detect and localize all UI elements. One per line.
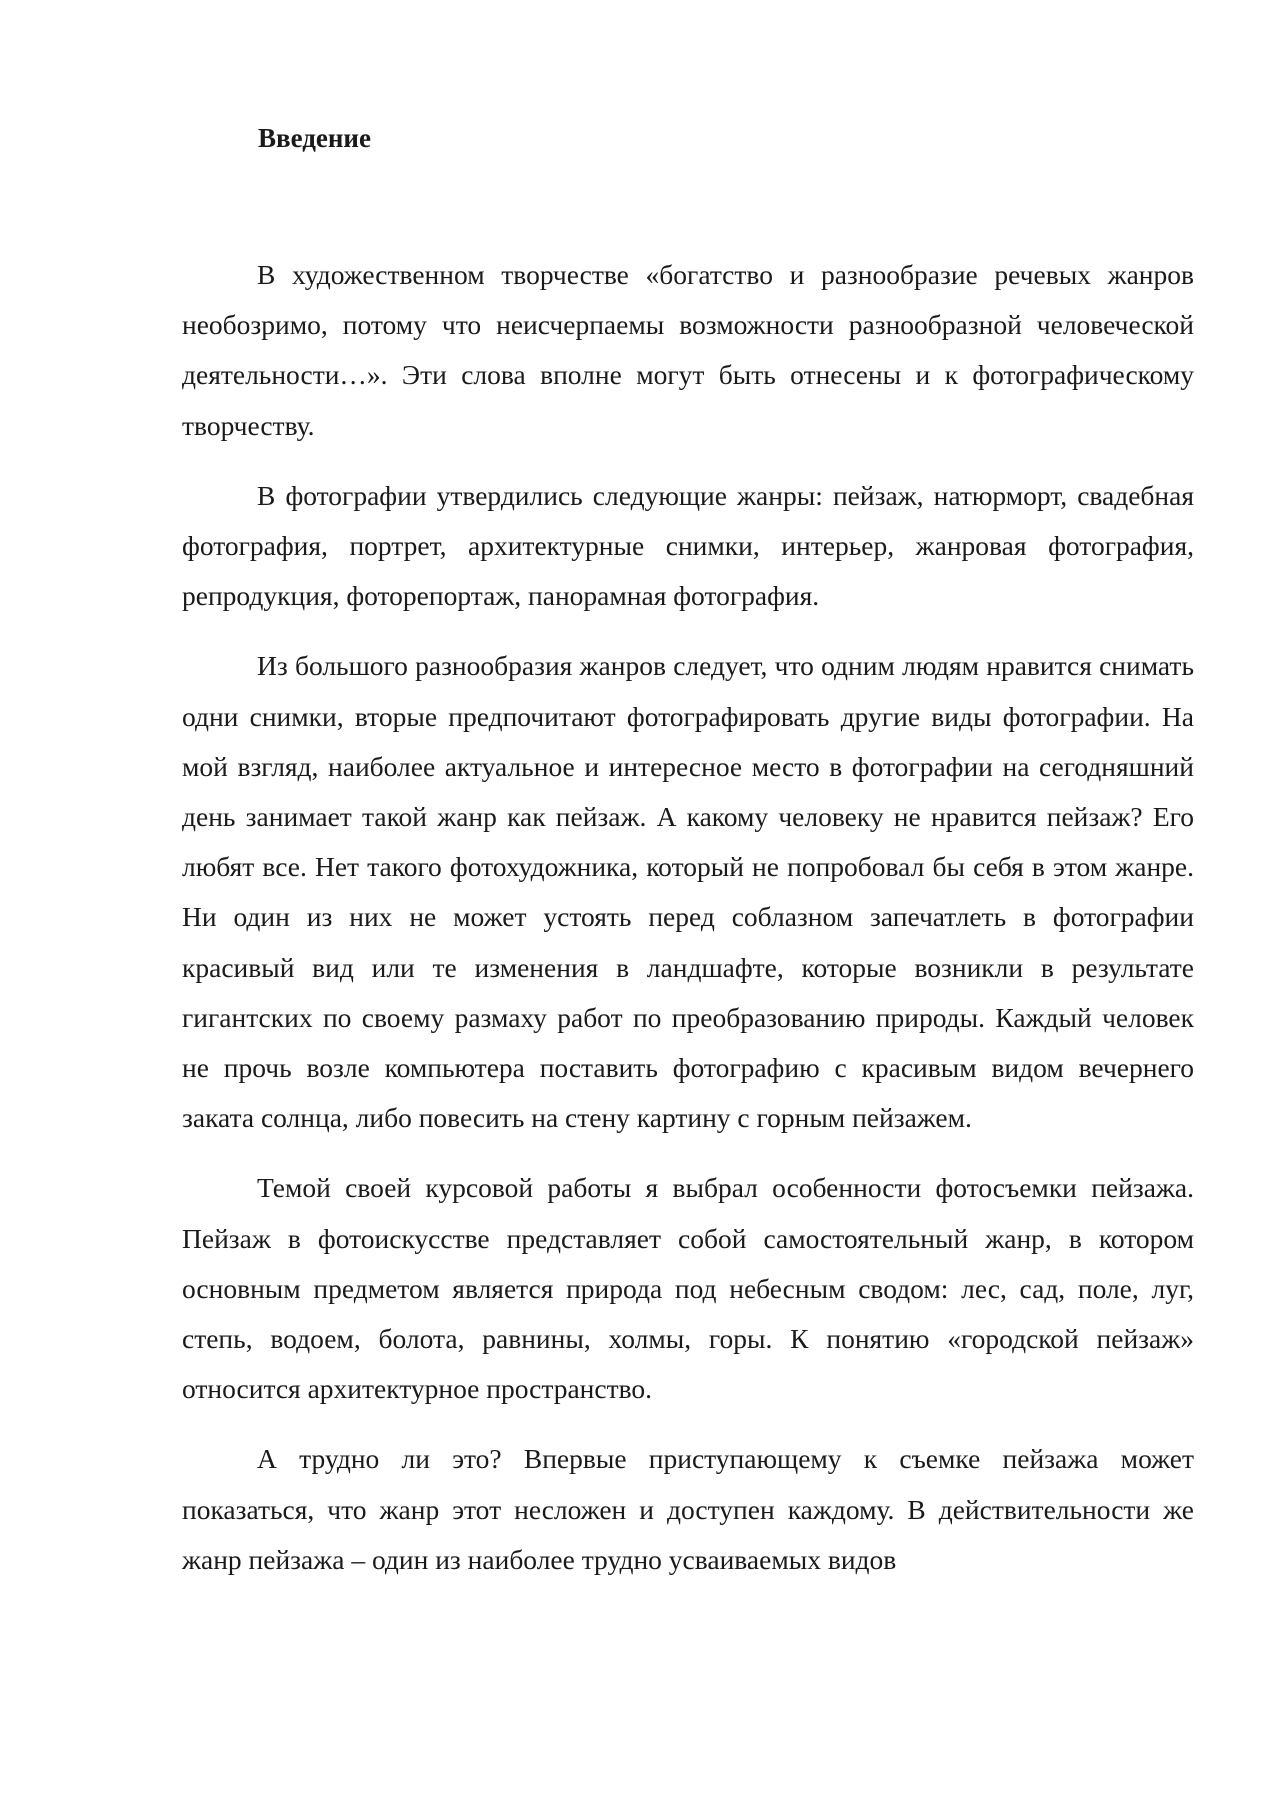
body-text xyxy=(182,250,1194,1605)
paragraph: Из большого разнообразия жанров следует, что одним людям нравится снимать одни снимки, вторые предпочитают фотографировать другие виды фотографии. На мой взгляд, наиболее актуальное и интересное место в фотографии на сегодняшний день занимает такой жанр как пейзаж. А какому человеку не нравится пейзаж? Его любят все. Нет такого фотохудожника, который не попробовал бы себя в этом жанре. Ни один из них не может устоять перед соблазном запечатлеть в фотографии красивый вид или те изменения в ландшафте, которые возникли в результате гигантских по своему размаху работ по преобразованию природы. Каждый человек не прочь возле компьютера поставить фотографию с красивым видом вечернего заката солнца, либо повесить на стену картину с горным пейзажем. xyxy=(182,650,1194,1134)
paragraph: А трудно ли это? Впервые приступающему к съемке пейзажа может показаться, что жанр этот несложен и доступен каждому. В действительности же жанр пейзажа – один из наиболее трудно усваиваемых видов xyxy=(182,1443,1194,1575)
paragraph: В фотографии утвердились следующие жанры: пейзаж, натюрморт, свадебная фотография, портрет, архитектурные снимки, интерьер, жанровая фотография, репродукция, фоторепортаж, панорамная фотография. xyxy=(182,479,1194,612)
section-heading: Введение xyxy=(258,123,371,153)
paragraph: В художественном творчестве «богатство и разнообразие речевых жанров необозримо, потому что неисчерпаемы возможности разнообразной человеческой деятельности…». Эти слова вполне могут быть отнесены и к фотографическому творчеству. xyxy=(182,259,1194,441)
paragraph: Темой своей курсовой работы я выбрал особенности фотосъемки пейзажа. Пейзаж в фотоискусстве представляет собой самостоятельный жанр, в котором основным предметом является природа под небесным сводом: лес, сад, поле, луг, степь, водоем, болота, равнины, холмы, горы. К понятию «городской пейзаж» относится архитектурное пространство. xyxy=(182,1172,1194,1405)
